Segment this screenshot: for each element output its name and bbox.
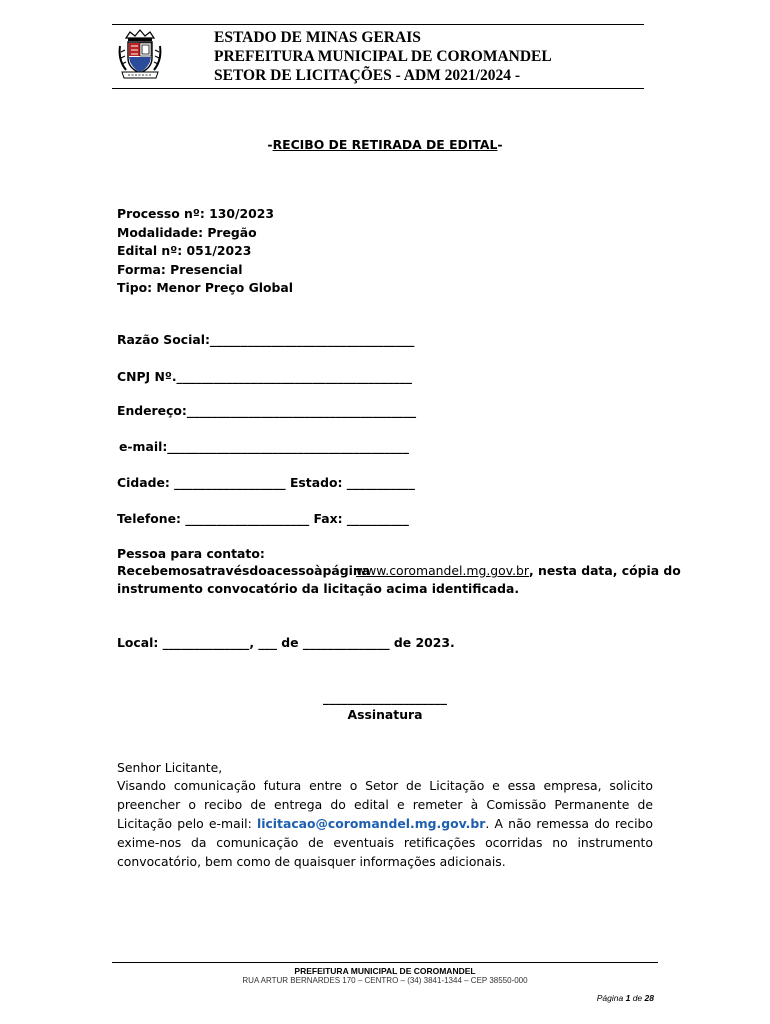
modality: Modalidade: Pregão [117,224,257,240]
header-bottom-rule [112,88,644,89]
process-info [117,205,293,298]
received-statement [117,562,681,581]
letter-body [117,776,653,871]
field-telefone: Telefone: ____________________ [117,511,310,526]
letter-text-a: Visando comunicação futura entre o Setor de Licitação e essa empresa, solicito preencher o recibo de entrega do edital e remeter à Comissão Permanente de Licitação pelo e-mail: [117,778,653,831]
field-telefone-fax [117,510,409,529]
received-line2: instrumento convocatório da licitação acima identificada. [117,581,520,596]
header-top-rule [112,24,644,25]
field-endereco: Endereço:_____________________________________ [117,403,417,418]
page-title-text: RECIBO DE RETIRADA DE EDITAL [272,137,498,152]
coat-of-arms-icon [116,28,164,80]
edital-number: Edital nº: 051/2023 [117,243,252,258]
signature-line: ____________________ [323,690,447,705]
received-tail: , nesta data, cópia do [528,563,681,578]
received-words: Recebemos através do acesso à página [117,563,371,578]
field-email: e-mail:_______________________________________ [119,439,409,454]
header-sector: SETOR DE LICITAÇÕES - ADM 2021/2024 - [214,67,521,84]
type: Tipo: Menor Preço Global [117,280,294,295]
footer-rule [112,962,658,963]
signature-label: Assinatura [347,707,423,722]
form: Forma: Presencial [117,261,243,277]
field-cidade: Cidade: __________________ [117,475,286,490]
footer-address: RUA ARTUR BERNARDES 170 – CENTRO – (34) 3841-1344 – CEP 38550-000 [242,976,528,985]
contact-email-link[interactable]: licitacao@coromandel.mg.gov.br [256,816,486,831]
field-estado: Estado: ___________ [289,475,415,490]
website-link[interactable]: www.coromandel.mg.gov.br [356,563,529,578]
process-number: Processo nº: 130/2023 [117,206,274,221]
field-cidade-estado [117,474,415,493]
header-state: ESTADO DE MINAS GERAIS [214,29,421,46]
header-prefecture: PREFEITURA MUNICIPAL DE COROMANDEL [214,48,552,65]
letter-greeting: Senhor Licitante, [117,760,223,775]
contact-label: Pessoa para contato: [117,546,265,561]
received-url-block [356,562,681,581]
page-title: -RECIBO DE RETIRADA DE EDITAL- [267,137,503,152]
field-cnpj: CNPJ Nº.______________________________________ [117,369,412,384]
page-number: Página 1 de 28 [596,993,654,1003]
field-fax: Fax: __________ [313,511,409,526]
letter-text-b: . A não remessa do recibo exime-nos da comunicação de eventuais retificações ocorridas no instrumento convocatório, bem como de quaisquer informações adicionais. [117,816,653,869]
local-date-line: Local: ______________, ___ de ______________ de 2023. [117,635,455,650]
footer-org: PREFEITURA MUNICIPAL DE COROMANDEL [294,966,476,976]
field-razao-social: Razão Social:_________________________________ [117,332,415,347]
